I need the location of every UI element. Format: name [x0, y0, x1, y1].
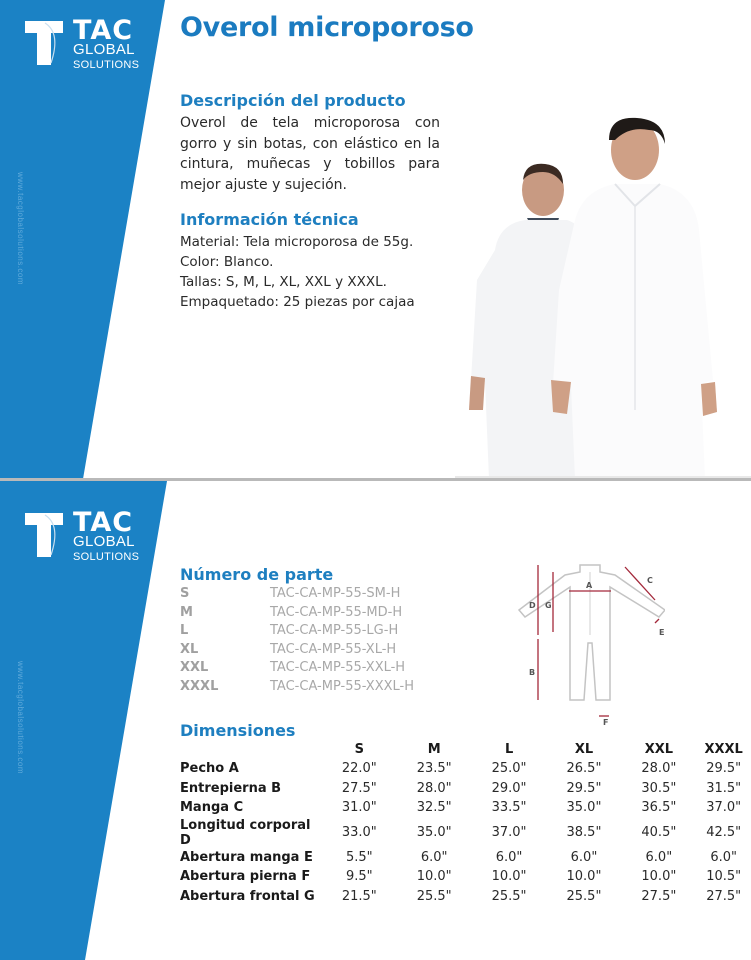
- table-row: [180, 759, 751, 779]
- dimension-value: 10.5": [706, 869, 742, 885]
- tac-logo-icon: [25, 511, 63, 559]
- dimension-value: 32.5": [416, 800, 452, 816]
- website-url: www.tacglobalsolutions.com: [16, 172, 25, 286]
- part-code: TAC-CA-MP-55-SM-H: [270, 586, 401, 601]
- column-header: XXXL: [704, 742, 743, 757]
- table-row: [180, 779, 751, 799]
- dimension-value: 42.5": [706, 825, 742, 840]
- dimension-value: 38.5": [566, 825, 602, 840]
- dimension-value: 36.5": [641, 800, 677, 816]
- description-heading: Descripción del producto: [180, 91, 406, 110]
- dimension-value: 6.0": [570, 849, 598, 865]
- table-row: [180, 848, 751, 868]
- dimensions-header-row: [180, 740, 751, 759]
- part-numbers-heading: Número de parte: [180, 565, 334, 584]
- part-code: TAC-CA-MP-55-XXXL-H: [270, 678, 414, 694]
- column-header: M: [427, 742, 441, 757]
- dimension-value: 5.5": [345, 849, 373, 865]
- tech-sizes: Tallas: S, M, L, XL, XXL y XXXL.: [180, 274, 387, 290]
- website-url: www.tacglobalsolutions.com: [16, 661, 25, 775]
- dimension-value: 10.0": [491, 869, 527, 885]
- dimension-label: Abertura manga E: [180, 849, 313, 865]
- dimension-value: 6.0": [710, 849, 737, 865]
- table-row: [180, 818, 751, 848]
- table-row: [180, 887, 751, 907]
- dimension-value: 28.0": [416, 780, 452, 796]
- dimension-value: 26.5": [566, 761, 602, 777]
- part-code: TAC-CA-MP-55-XXL-H: [270, 660, 406, 676]
- dimension-value: 29.5": [566, 780, 602, 796]
- dimension-label: Entrepierna B: [180, 780, 282, 796]
- dimension-value: 30.5": [641, 780, 677, 796]
- column-header: XL: [574, 742, 594, 757]
- description-text: Overol de tela microporosa con gorro y sin botas, con elástico en la cintura, muñecas y tobillos para mejor ajuste y sujeción.: [180, 115, 440, 193]
- part-row: [180, 585, 414, 604]
- technical-info: [180, 232, 415, 312]
- part-row: [180, 659, 414, 678]
- dimension-value: 28.0": [641, 761, 677, 777]
- product-page-overview: [0, 0, 751, 479]
- dimension-value: 10.0": [566, 869, 602, 885]
- brand-logo: [25, 509, 155, 565]
- part-row: [180, 622, 414, 641]
- coverall-measurement-diagram: [515, 555, 665, 725]
- diagram-label-f: F: [603, 718, 609, 725]
- dimensions-table: [180, 740, 751, 906]
- part-code: TAC-CA-MP-55-XL-H: [270, 641, 397, 657]
- part-code: TAC-CA-MP-55-MD-H: [270, 604, 403, 620]
- brand-name: TAC: [73, 15, 134, 46]
- brand-logo: [25, 17, 155, 73]
- brand-name: TAC: [73, 507, 134, 538]
- dimension-label: Abertura frontal G: [180, 888, 315, 904]
- diagram-label-e: E: [659, 628, 665, 637]
- diagram-label-d: D: [529, 601, 536, 610]
- part-size: M: [180, 604, 193, 620]
- dimension-value: 35.0": [416, 825, 452, 840]
- part-size: XXL: [180, 660, 209, 676]
- dimension-value: 35.0": [566, 800, 602, 816]
- dimension-value: 31.0": [341, 800, 377, 816]
- part-size: L: [180, 623, 189, 639]
- table-row: [180, 867, 751, 887]
- dimension-label: Pecho A: [180, 761, 239, 777]
- dimension-label: Longitud corporal D: [180, 817, 311, 848]
- page-title: Overol microporoso: [180, 12, 474, 43]
- brand-name-line2: GLOBAL: [73, 533, 135, 550]
- part-size: XXXL: [180, 678, 219, 694]
- diagram-label-g: G: [545, 601, 552, 610]
- dimensions-heading: Dimensiones: [180, 721, 296, 740]
- column-header: S: [354, 742, 364, 757]
- diagram-label-b: B: [529, 668, 536, 677]
- dimension-value: 29.5": [706, 761, 742, 777]
- dimension-value: 22.0": [341, 761, 377, 777]
- dimension-value: 37.0": [706, 800, 742, 816]
- dimension-value: 10.0": [641, 869, 677, 885]
- dimension-value: 33.5": [491, 800, 527, 816]
- diagram-label-a: A: [586, 581, 593, 590]
- brand-name-line2: GLOBAL: [73, 41, 135, 58]
- part-size: S: [180, 586, 190, 601]
- brand-name-line3: SOLUTIONS: [73, 551, 140, 563]
- dimension-value: 25.5": [566, 888, 602, 904]
- part-code: TAC-CA-MP-55-LG-H: [270, 623, 399, 639]
- dimension-value: 25.5": [491, 888, 527, 904]
- dimension-value: 6.0": [645, 849, 673, 865]
- product-page-specs: [0, 481, 751, 960]
- dimension-value: 40.5": [641, 825, 677, 840]
- dimension-value: 37.0": [491, 825, 527, 840]
- dimension-value: 21.5": [341, 888, 377, 904]
- tech-packaging: Empaquetado: 25 piezas por cajaa: [180, 294, 415, 310]
- diagram-label-c: C: [647, 576, 653, 585]
- dimension-value: 25.0": [491, 761, 527, 777]
- tech-material: Material: Tela microporosa de 55g.: [180, 234, 414, 250]
- dimension-value: 33.0": [341, 825, 377, 840]
- technical-heading: Información técnica: [180, 210, 359, 229]
- table-row: [180, 798, 751, 818]
- dimension-label: Abertura pierna F: [180, 869, 311, 885]
- dimension-value: 25.5": [416, 888, 452, 904]
- dimension-value: 6.0": [495, 849, 523, 865]
- column-header: L: [504, 742, 514, 757]
- part-row: [180, 678, 414, 697]
- dimension-value: 6.0": [420, 849, 448, 865]
- dimension-label: Manga C: [180, 800, 244, 816]
- part-row: [180, 604, 414, 623]
- tac-logo-icon: [25, 19, 63, 67]
- dimension-value: 27.5": [641, 888, 677, 904]
- column-header: XXL: [644, 742, 674, 757]
- dimension-value: 27.5": [341, 780, 377, 796]
- dimension-value: 23.5": [416, 761, 452, 777]
- product-photo: [455, 110, 751, 479]
- part-row: [180, 641, 414, 660]
- dimension-value: 9.5": [345, 869, 373, 885]
- dimension-value: 29.0": [491, 780, 527, 796]
- part-numbers-list: [180, 585, 414, 697]
- part-size: XL: [180, 641, 199, 657]
- brand-name-line3: SOLUTIONS: [73, 59, 140, 71]
- dimension-value: 10.0": [416, 869, 452, 885]
- tech-color: Color: Blanco.: [180, 254, 274, 270]
- dimension-value: 27.5": [706, 888, 742, 904]
- dimension-value: 31.5": [706, 780, 742, 796]
